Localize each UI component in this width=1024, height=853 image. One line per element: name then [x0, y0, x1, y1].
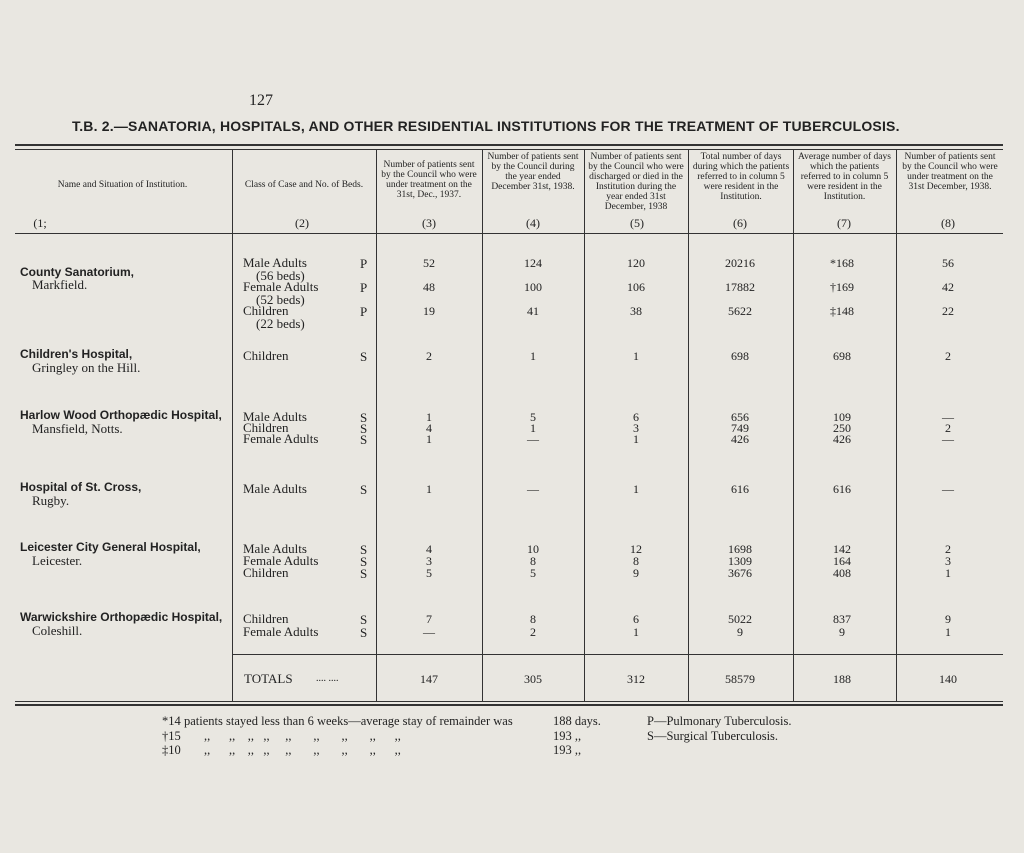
column-divider [688, 150, 689, 701]
table-cell: 22 [942, 304, 954, 318]
table-cell: 19 [423, 304, 435, 318]
page-number: 127 [249, 92, 273, 109]
column-number-2: (2) [295, 216, 309, 230]
case-class: Children [243, 565, 289, 580]
table-cell: 4 [426, 421, 432, 435]
table-cell: — [942, 410, 954, 424]
table-cell: 2 [945, 542, 951, 556]
table-cell: 1 [945, 566, 951, 580]
table-cell: 5 [426, 566, 432, 580]
table-cell: 426 [731, 432, 749, 446]
case-type: S [360, 432, 368, 447]
column-divider [232, 150, 233, 701]
column-number-4: (4) [526, 216, 540, 230]
table-cell: 7 [426, 612, 432, 626]
totals-label: TOTALS [244, 671, 293, 686]
table-cell: 48 [423, 280, 435, 294]
table-bottom-rule [15, 701, 1003, 702]
table-cell: 120 [627, 256, 645, 270]
table-bottom-rule-inner [15, 704, 1003, 706]
column-divider [584, 150, 585, 701]
column-number-1: (1; [33, 216, 47, 230]
column-header-8: Number of patients sent by the Council who were under treatment on the 31st December, 1938. [902, 152, 998, 192]
case-type: P [360, 256, 368, 271]
table-cell: 698 [833, 349, 851, 363]
footnote-text-2: ,, ,, ,, ,, ,, ,, ,, ,, ,, [204, 729, 401, 743]
table-cell: 1 [633, 625, 639, 639]
column-number-5: (5) [630, 216, 644, 230]
table-cell: 1 [426, 410, 432, 424]
table-cell: 9 [633, 566, 639, 580]
table-cell: 109 [833, 410, 851, 424]
case-class: Children [243, 348, 289, 363]
institution-location: Rugby. [32, 493, 70, 508]
table-cell: 749 [731, 421, 749, 435]
table-cell: 616 [731, 482, 749, 496]
table-cell: 1698 [728, 542, 752, 556]
column-divider [896, 150, 897, 701]
column-number-8: (8) [941, 216, 955, 230]
table-cell: ‡148 [830, 304, 854, 318]
column-number-3: (3) [422, 216, 436, 230]
table-cell: 6 [633, 612, 639, 626]
institution-name: Leicester City General Hospital, [20, 540, 201, 554]
institution-name: County Sanatorium, [20, 265, 135, 279]
institution-location: Gringley on the Hill. [32, 360, 141, 375]
case-class: Female Adults [243, 279, 319, 294]
institution-name: Warwickshire Orthopædic Hospital, [20, 610, 223, 624]
case-class: Children [243, 303, 289, 318]
case-class: Male Adults [243, 255, 307, 270]
table-cell: 3676 [728, 566, 752, 580]
legend-pulmonary: P—Pulmonary Tuberculosis. [647, 714, 792, 728]
table-cell: 42 [942, 280, 954, 294]
table-cell: 56 [942, 256, 954, 270]
table-top-rule [15, 144, 1003, 146]
table-cell: 1309 [728, 554, 752, 568]
table-cell: 3 [945, 554, 951, 568]
totals-c5: 312 [627, 672, 645, 686]
table-cell: 1 [945, 625, 951, 639]
column-header-5: Number of patients sent by the Council who were discharged or died in the Institution during the year ended 31st December, 1938 [588, 152, 684, 212]
table-cell: 6 [633, 410, 639, 424]
header-bottom-rule [15, 233, 1003, 234]
bed-count: (56 beds) [256, 268, 305, 283]
case-type: S [360, 421, 368, 436]
case-class: Female Adults [243, 624, 319, 639]
table-cell: 9 [737, 625, 743, 639]
footnote-text-1: patients stayed less than 6 weeks—average stay of remainder was [184, 714, 513, 728]
column-header-1: Name and Situation of Institution. [57, 180, 188, 190]
totals-top-rule [232, 654, 1003, 655]
totals-c7: 188 [833, 672, 851, 686]
case-class: Children [243, 420, 289, 435]
institution-location: Coleshill. [32, 623, 83, 638]
footnote-text-3: ,, ,, ,, ,, ,, ,, ,, ,, ,, [204, 743, 401, 757]
totals-c6: 58579 [725, 672, 755, 686]
case-type: S [360, 410, 368, 425]
table-cell: 1 [633, 432, 639, 446]
case-type: S [360, 482, 368, 497]
table-cell: 1 [633, 482, 639, 496]
table-cell: 698 [731, 349, 749, 363]
table-cell: 10 [527, 542, 539, 556]
column-header-2: Class of Case and No. of Beds. [244, 180, 364, 190]
institution-location: Markfield. [32, 277, 88, 292]
table-cell: 100 [524, 280, 542, 294]
column-number-6: (6) [733, 216, 747, 230]
case-class: Male Adults [243, 481, 307, 496]
table-cell: 8 [530, 554, 536, 568]
case-type: P [360, 280, 368, 295]
footnote-days-2: 193 ,, [553, 729, 582, 743]
table-cell: — [527, 432, 539, 446]
table-cell: 837 [833, 612, 851, 626]
case-class: Male Adults [243, 541, 307, 556]
table-cell: 250 [833, 421, 851, 435]
table-cell: 41 [527, 304, 539, 318]
footnote-mark-3: ‡10 [162, 743, 181, 757]
table-cell: 3 [426, 554, 432, 568]
table-cell: 1 [426, 432, 432, 446]
table-cell: — [942, 432, 954, 446]
table-cell: 124 [524, 256, 542, 270]
table-cell: 164 [833, 554, 851, 568]
case-type: S [360, 625, 368, 640]
totals-c4: 305 [524, 672, 542, 686]
legend-surgical: S—Surgical Tuberculosis. [647, 729, 779, 743]
column-divider [793, 150, 794, 701]
table-cell: — [423, 625, 435, 639]
table-cell: 106 [627, 280, 645, 294]
table-cell: 17882 [725, 280, 755, 294]
institution-location: Leicester. [32, 553, 83, 568]
table-cell: 8 [530, 612, 536, 626]
footnote-days-1: 188 days. [553, 714, 601, 728]
table-cell: — [942, 482, 954, 496]
institution-name: Hospital of St. Cross, [20, 480, 142, 494]
case-class: Female Adults [243, 553, 319, 568]
bed-count: (22 beds) [256, 316, 305, 331]
table-cell: 2 [530, 625, 536, 639]
table-cell: 2 [426, 349, 432, 363]
column-header-7: Average number of days which the patients referred to in column 5 were resident in the Institution. [798, 152, 891, 202]
institution-location: Mansfield, Notts. [32, 421, 123, 436]
column-number-7: (7) [837, 216, 851, 230]
table-cell: 20216 [725, 256, 755, 270]
case-class: Children [243, 611, 289, 626]
case-class: Male Adults [243, 409, 307, 424]
table-cell: 1 [633, 349, 639, 363]
table-cell: 5 [530, 410, 536, 424]
table-cell: 3 [633, 421, 639, 435]
table-cell: †169 [830, 280, 854, 294]
case-type: S [360, 612, 368, 627]
table-cell: 8 [633, 554, 639, 568]
footnote-mark-2: †15 [162, 729, 181, 743]
table-cell: 616 [833, 482, 851, 496]
table-cell: 5622 [728, 304, 752, 318]
table-cell: 12 [630, 542, 642, 556]
totals-dots: .... .... [316, 673, 339, 684]
table-cell: *168 [830, 256, 854, 270]
column-header-3: Number of patients sent by the Council who were under treatment on the 31st, Dec., 1937. [381, 160, 477, 200]
table-cell: 2 [945, 349, 951, 363]
table-cell: 1 [530, 349, 536, 363]
institution-name: Harlow Wood Orthopædic Hospital, [20, 408, 222, 422]
case-class: Female Adults [243, 431, 319, 446]
table-cell: 4 [426, 542, 432, 556]
totals-c8: 140 [939, 672, 957, 686]
column-divider [482, 150, 483, 701]
column-divider [376, 150, 377, 701]
footnote-mark-1: *14 [162, 714, 181, 728]
bed-count: (52 beds) [256, 292, 305, 307]
table-top-rule-inner [15, 149, 1003, 150]
table-cell: — [527, 482, 539, 496]
table-cell: 426 [833, 432, 851, 446]
table-cell: 52 [423, 256, 435, 270]
table-cell: 408 [833, 566, 851, 580]
institution-name: Children's Hospital, [20, 347, 133, 361]
footnote-days-3: 193 ,, [553, 743, 582, 757]
table-cell: 5 [530, 566, 536, 580]
table-cell: 656 [731, 410, 749, 424]
column-header-4: Number of patients sent by the Council during the year ended December 31st, 1938. [487, 152, 579, 192]
table-cell: 1 [530, 421, 536, 435]
table-cell: 2 [945, 421, 951, 435]
table-cell: 5022 [728, 612, 752, 626]
table-cell: 38 [630, 304, 642, 318]
column-header-6: Total number of days during which the patients referred to in column 5 were resident in the Institution. [692, 152, 790, 202]
table-cell: 142 [833, 542, 851, 556]
case-type: S [360, 349, 368, 364]
table-cell: 1 [426, 482, 432, 496]
case-type: S [360, 554, 368, 569]
table-cell: 9 [839, 625, 845, 639]
case-type: S [360, 542, 368, 557]
totals-c3: 147 [420, 672, 438, 686]
case-type: P [360, 304, 368, 319]
page-title: T.B. 2.—SANATORIA, HOSPITALS, AND OTHER RESIDENTIAL INSTITUTIONS FOR THE TREATMENT OF TUBERCULOSIS. [72, 118, 900, 134]
case-type: S [360, 566, 368, 581]
table-cell: 9 [945, 612, 951, 626]
